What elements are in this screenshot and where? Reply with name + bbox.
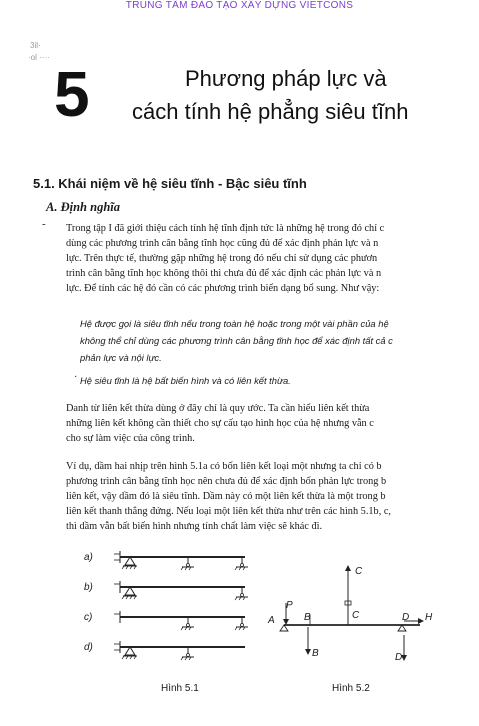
- paragraph-line: Ví dụ, dầm hai nhịp trên hình 5.1a có bốn liên kết loại một nhưng ta chỉ có b: [66, 461, 382, 472]
- fig2-label-b2: B: [312, 648, 319, 659]
- subsection-heading: A. Định nghĩa: [46, 200, 120, 214]
- margin-dash: -: [42, 218, 46, 230]
- section-heading: 5.1. Khái niệm về hệ siêu tĩnh - Bậc siêu tĩnh: [33, 176, 307, 191]
- bullet-mark: ·: [74, 372, 78, 383]
- paragraph-line: phương trình cân bằng tĩnh học nên chưa đủ để xác định bốn phản lực trong b: [66, 476, 387, 487]
- fig2-label-c2: C: [352, 610, 360, 621]
- fig2-label-p: P: [286, 600, 293, 611]
- scan-noise: 3il·: [30, 41, 41, 50]
- paragraph-line: Danh từ liên kết thừa dùng ở đây chỉ là quy ước. Ta cần hiểu liên kết thừa: [66, 403, 370, 414]
- fig-label-d: d): [84, 642, 93, 653]
- page-header: TRUNG TÂM ĐÀO TẠO XÂY DỰNG VIETCONS: [125, 0, 354, 11]
- paragraph-line: thì dầm vẫn bất biến hình nhưng tính chất làm việc sẽ khác đi.: [66, 521, 323, 532]
- fig2-label-b: B: [304, 612, 311, 623]
- definition-line: phản lực và nội lực.: [80, 352, 162, 363]
- paragraph-line: lực. Để tính các hệ đó cần có các phương trình biến dạng bổ sung. Như vậy:: [66, 283, 380, 294]
- paragraph-line: cho sự làm việc của công trình.: [66, 433, 195, 444]
- scan-noise: ·ol ····: [28, 53, 50, 62]
- fig-label-a: a): [84, 552, 93, 563]
- paragraph-line: những liên kết không cần thiết cho sự cấu tạo hình học của hệ nhưng vẫn c: [66, 418, 374, 429]
- fig-label-c: c): [84, 612, 93, 623]
- chapter-title-line2: cách tính hệ phẳng siêu tĩnh: [132, 99, 409, 124]
- definition-line: Hệ siêu tĩnh là hệ bất biến hình và có liên kết thừa.: [80, 375, 291, 386]
- paragraph-line: liên kết, vậy dầm đó là siêu tĩnh. Dầm này có một liên kết thừa là một trong b: [66, 491, 386, 502]
- paragraph-line: trình cân bằng tĩnh học không thôi thì chưa đủ để xác định các phản lực và n: [66, 268, 382, 279]
- paragraph-line: dùng các phương trình cân bằng tĩnh học cũng đủ để xác định phản lực và n: [66, 238, 379, 249]
- fig-5-2-caption: Hình 5.2: [332, 683, 370, 694]
- chapter-number: 5: [54, 58, 90, 130]
- definition-line: Hệ được gọi là siêu tĩnh nếu trong toàn hệ hoặc trong một vài phần của hệ: [80, 318, 389, 329]
- fig2-label-d2: D: [395, 652, 403, 663]
- fig2-label-a: A: [268, 615, 275, 626]
- chapter-title-line1: Phương pháp lực và: [185, 66, 387, 91]
- fig2-label-d: D: [402, 612, 410, 623]
- fig2-label-h: H: [425, 612, 433, 623]
- paragraph-line: liên kết thanh thẳng đứng. Nếu loại một liên kết thừa như trên các hình 5.1b, c,: [66, 506, 391, 517]
- fig2-label-c: C: [355, 566, 363, 577]
- paragraph-line: Trong tập I đã giới thiệu cách tính hệ tĩnh định tức là những hệ trong đó chỉ c: [66, 223, 385, 234]
- fig-label-b: b): [84, 582, 93, 593]
- figure-5-1: [80, 545, 260, 675]
- definition-line: không thể chỉ dùng các phương trình cân bằng tĩnh học để xác định tất cả c: [80, 335, 393, 346]
- paragraph-line: lực. Trên thực tế, thường gặp những hệ trong đó nếu chỉ sử dụng các phươn: [66, 253, 378, 264]
- fig-5-1-caption: Hình 5.1: [161, 683, 199, 694]
